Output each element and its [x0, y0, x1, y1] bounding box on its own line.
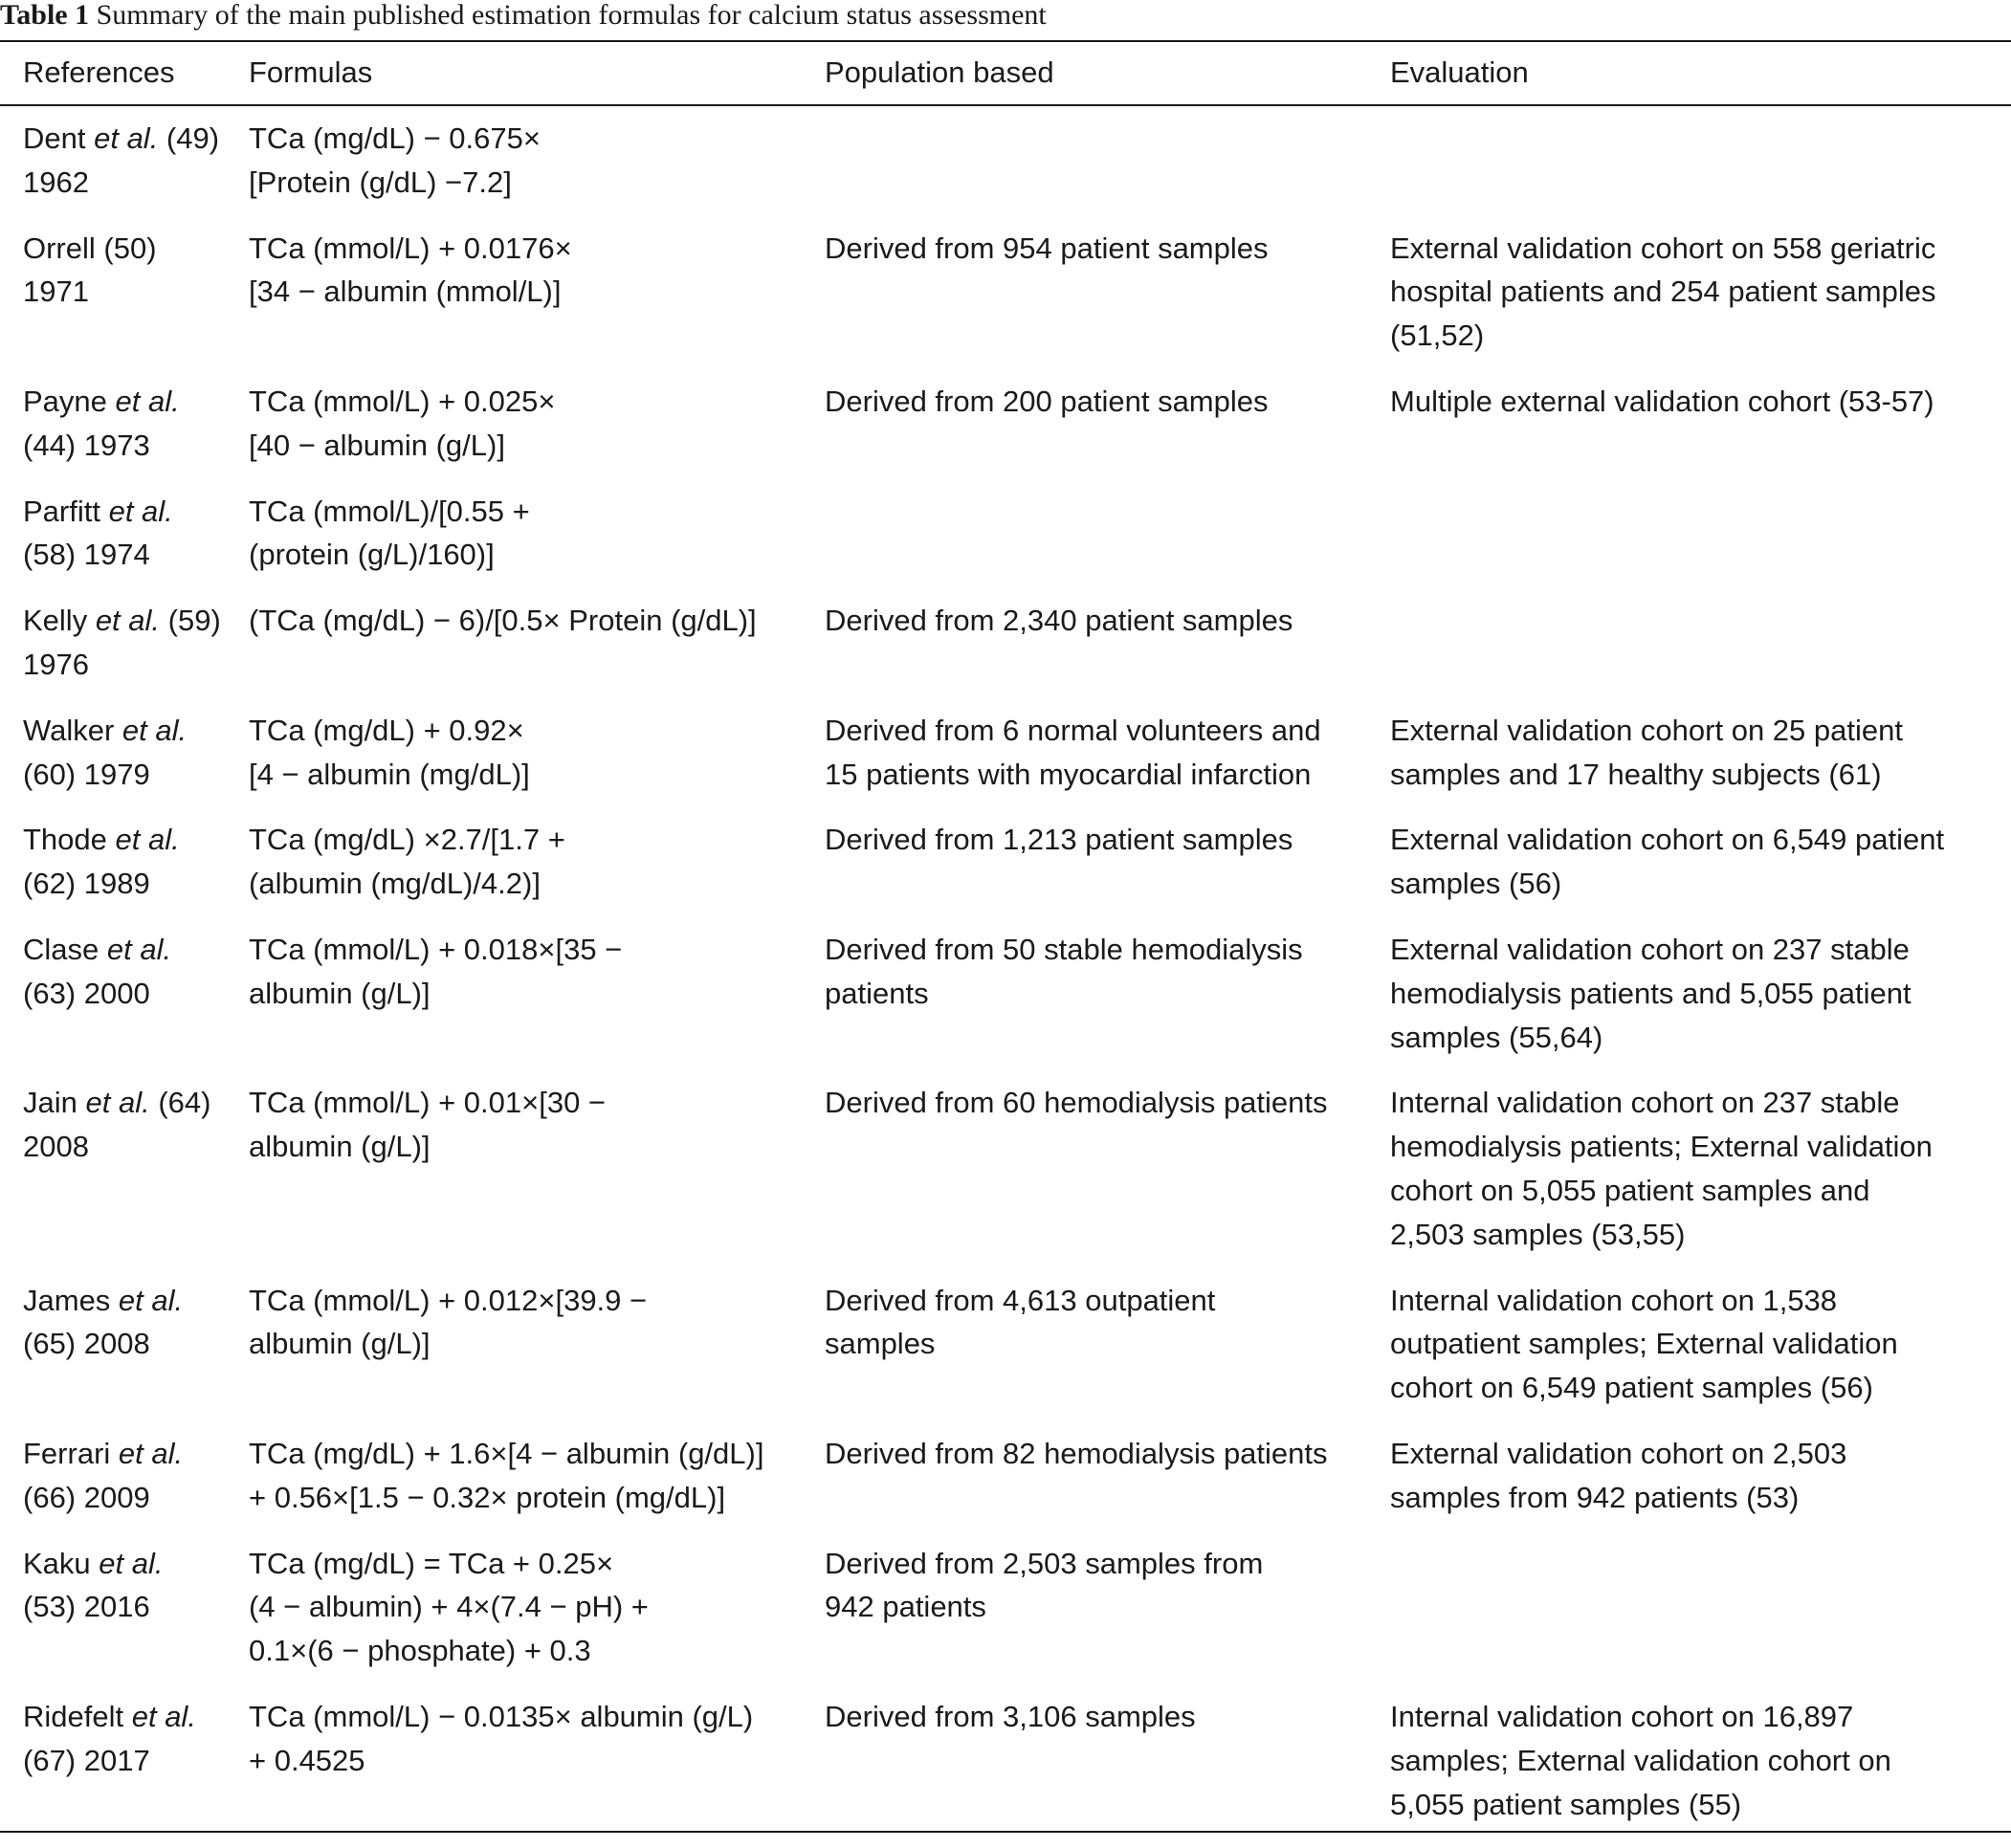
formula-cell: TCa (mg/dL) − 0.675× [Protein (g/dL) −7.2]: [249, 121, 541, 199]
header-population: Population based: [825, 55, 1054, 89]
bottom-rule: [0, 1831, 2011, 1833]
evaluation-cell: Multiple external validation cohort (53-57): [1390, 384, 1934, 418]
reference-cell: [23, 1695, 253, 1783]
table-body: [0, 117, 2011, 1848]
reference-detail: (58) 1974: [23, 538, 150, 572]
table-row: [0, 117, 2011, 227]
reference-author: Ridefelt: [23, 1699, 124, 1733]
reference-etal: et al.: [110, 1283, 184, 1317]
reference-detail: (64) 2008: [23, 1086, 211, 1164]
reference-detail: (59) 1976: [23, 604, 221, 681]
formula-cell: TCa (mmol/L) + 0.018×[35 − albumin (g/L)]: [249, 932, 623, 1010]
population-cell: Derived from 954 patient samples: [825, 231, 1269, 265]
population-cell: Derived from 2,503 samples from 942 patients: [825, 1546, 1264, 1624]
population-cell: Derived from 1,213 patient samples: [825, 823, 1293, 857]
table-row: [0, 818, 2011, 928]
reference-etal: et al.: [99, 494, 173, 528]
table-row: [0, 1542, 2011, 1695]
formula-cell: TCa (mg/dL) + 1.6×[4 − albumin (g/dL)] + 0.56×[1.5 − 0.32× protein (mg/dL)]: [249, 1436, 764, 1514]
table-row: [0, 380, 2011, 490]
reference-detail: (63) 2000: [23, 976, 150, 1010]
table-row: [0, 709, 2011, 819]
formula-cell: TCa (mg/dL) ×2.7/[1.7 + (albumin (mg/dL)/4.2)]: [249, 823, 565, 901]
table-caption-label: Table 1: [0, 0, 90, 31]
formula-cell: TCa (mmol/L) − 0.0135× albumin (g/L) + 0.4525: [249, 1699, 754, 1777]
reference-etal: et al.: [110, 1436, 184, 1470]
evaluation-cell: External validation cohort on 558 geriatric hospital patients and 254 patient samples (51,52): [1390, 231, 1936, 353]
table-row: [0, 1695, 2011, 1848]
reference-author: Parfitt: [23, 494, 100, 528]
population-cell: Derived from 6 normal volunteers and 15 patients with myocardial infarction: [825, 713, 1321, 791]
table-row: [0, 227, 2011, 380]
population-cell: Derived from 200 patient samples: [825, 384, 1269, 418]
formula-cell: TCa (mmol/L) + 0.012×[39.9 − albumin (g/L)]: [249, 1283, 648, 1361]
formula-cell: TCa (mmol/L) + 0.025× [40 − albumin (g/L)]: [249, 384, 556, 462]
population-cell: Derived from 2,340 patient samples: [825, 604, 1293, 638]
reference-cell: [23, 380, 253, 468]
reference-detail: (66) 2009: [23, 1480, 150, 1514]
reference-author: Ferrari: [23, 1436, 111, 1470]
reference-cell: [23, 928, 253, 1016]
reference-cell: [23, 818, 253, 906]
table-row: [0, 490, 2011, 600]
table-row: [0, 1432, 2011, 1542]
formula-cell: TCa (mmol/L) + 0.0176× [34 − albumin (mmol/L)]: [249, 231, 572, 309]
formula-cell: TCa (mmol/L) + 0.01×[30 − albumin (g/L)]: [249, 1086, 607, 1164]
reference-detail: (65) 2008: [23, 1327, 150, 1361]
header-references: References: [23, 55, 175, 89]
reference-detail: (44) 1973: [23, 428, 150, 462]
evaluation-cell: External validation cohort on 237 stable hemodialysis patients and 5,055 patient samples (55,64): [1390, 932, 1912, 1054]
reference-cell: [23, 1542, 253, 1630]
reference-etal: et al.: [90, 1546, 164, 1580]
reference-author: James: [23, 1283, 111, 1317]
header-formulas: Formulas: [249, 55, 373, 89]
evaluation-cell: Internal validation cohort on 1,538 outpatient samples; External validation cohort on 6,549 patient samples (56): [1390, 1283, 1898, 1405]
evaluation-cell: Internal validation cohort on 16,897 samples; External validation cohort on 5,055 patient samples (55): [1390, 1699, 1891, 1821]
reference-cell: [23, 709, 253, 797]
reference-cell: [23, 1279, 253, 1367]
formula-cell: TCa (mg/dL) = TCa + 0.25× (4 − albumin) + 4×(7.4 − pH) + 0.1×(6 − phosphate) + 0.3: [249, 1546, 649, 1668]
reference-author: Jain: [23, 1086, 77, 1120]
formula-cell: (TCa (mg/dL) − 6)/[0.5× Protein (g/dL)]: [249, 604, 757, 638]
formula-cell: TCa (mmol/L)/[0.55 + (protein (g/L)/160)]: [249, 494, 530, 572]
header-rule: [0, 104, 2011, 106]
reference-cell: [23, 1432, 253, 1520]
population-cell: Derived from 4,613 outpatient samples: [825, 1283, 1216, 1361]
evaluation-cell: External validation cohort on 2,503 samples from 942 patients (53): [1390, 1436, 1847, 1514]
reference-etal: et al.: [114, 713, 188, 747]
evaluation-cell: External validation cohort on 6,549 patient samples (56): [1390, 823, 1945, 901]
top-rule: [0, 40, 2011, 42]
reference-etal: et al.: [85, 121, 159, 155]
table-row: [0, 928, 2011, 1081]
reference-detail: (53) 2016: [23, 1590, 150, 1624]
table-row: [0, 599, 2011, 709]
reference-cell: [23, 599, 253, 687]
reference-detail: (49) 1962: [23, 121, 220, 199]
evaluation-cell: External validation cohort on 25 patient samples and 17 healthy subjects (61): [1390, 713, 1903, 791]
reference-etal: et al.: [106, 384, 180, 418]
population-cell: Derived from 3,106 samples: [825, 1699, 1196, 1733]
reference-author: Thode: [23, 823, 107, 857]
reference-author: Orrell (50) 1971: [23, 231, 157, 309]
reference-cell: [23, 117, 253, 205]
reference-cell: [23, 1081, 253, 1169]
reference-detail: (60) 1979: [23, 757, 150, 791]
reference-etal: et al.: [87, 604, 161, 638]
reference-author: Clase: [23, 932, 99, 966]
reference-author: Dent: [23, 121, 86, 155]
reference-author: Payne: [23, 384, 107, 418]
reference-detail: (67) 2017: [23, 1743, 150, 1777]
formula-cell: TCa (mg/dL) + 0.92× [4 − albumin (mg/dL)]: [249, 713, 530, 791]
reference-author: Kelly: [23, 604, 88, 638]
population-cell: Derived from 50 stable hemodialysis patients: [825, 932, 1303, 1010]
reference-cell: [23, 227, 253, 315]
table-row: [0, 1081, 2011, 1278]
table-caption-text: Summary of the main published estimation formulas for calcium status assessment: [96, 0, 1047, 31]
reference-author: Walker: [23, 713, 115, 747]
reference-cell: [23, 490, 253, 578]
header-evaluation: Evaluation: [1390, 55, 1529, 89]
population-cell: Derived from 60 hemodialysis patients: [825, 1086, 1328, 1120]
population-cell: Derived from 82 hemodialysis patients: [825, 1436, 1328, 1470]
reference-etal: et al.: [77, 1086, 150, 1120]
reference-etal: et al.: [106, 823, 180, 857]
table-caption: [0, 0, 2011, 33]
reference-author: Kaku: [23, 1546, 91, 1580]
reference-etal: et al.: [123, 1699, 196, 1733]
table-row: [0, 1279, 2011, 1432]
reference-etal: et al.: [99, 932, 172, 966]
evaluation-cell: Internal validation cohort on 237 stable hemodialysis patients; External validation cohort on 5,055 patient samples and 2,503 samples (53,55): [1390, 1086, 1933, 1251]
reference-detail: (62) 1989: [23, 867, 150, 901]
